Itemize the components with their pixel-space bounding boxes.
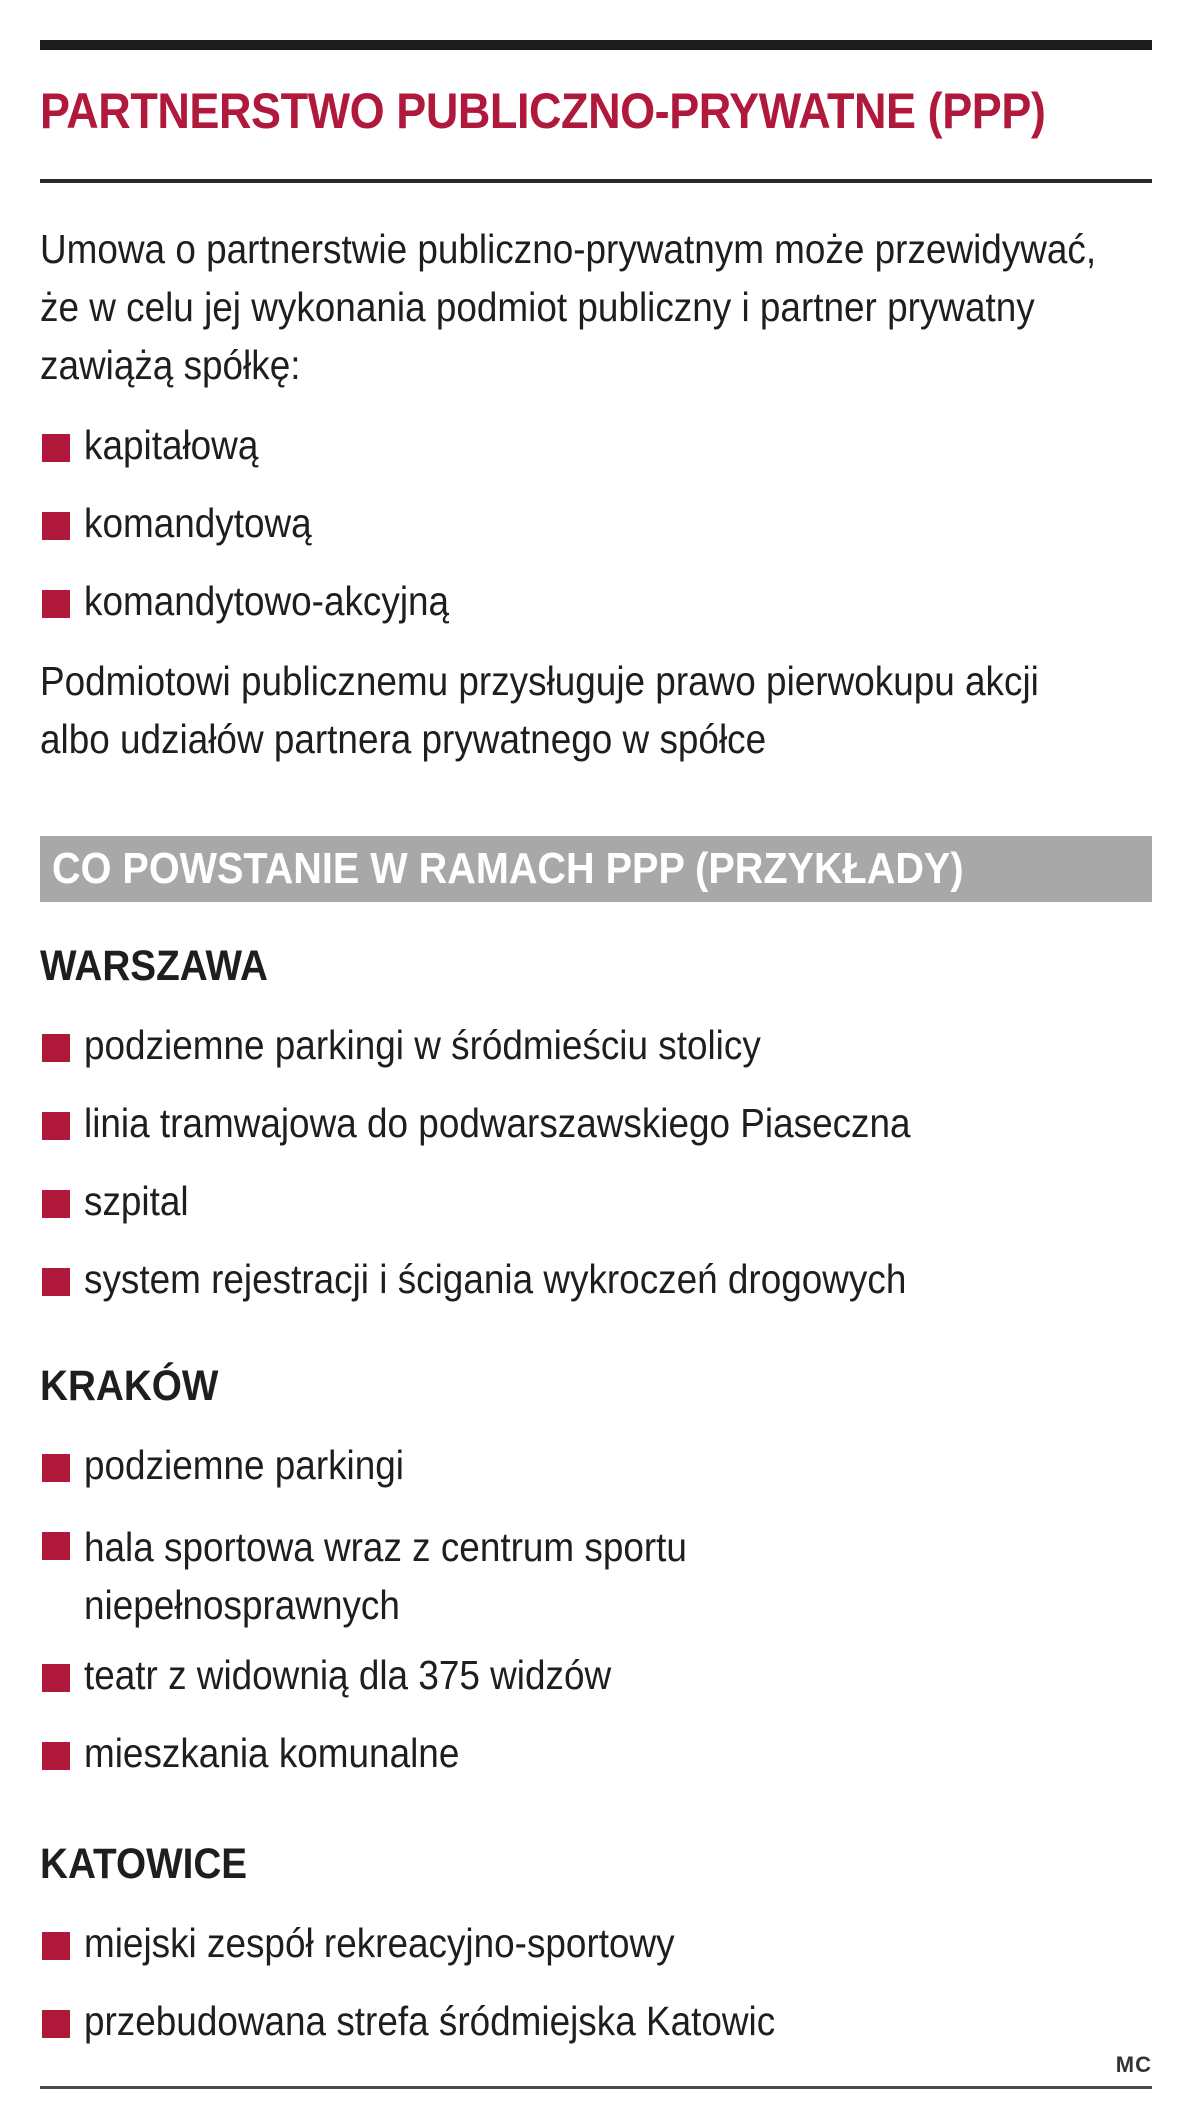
bullet-square-icon [42, 590, 70, 618]
bullet-square-icon [42, 512, 70, 540]
bullet-square-icon [42, 1268, 70, 1296]
list-item: szpital [40, 1176, 1002, 1226]
city-list-warszawa [40, 1020, 1002, 1304]
list-item: miejski zespół rekreacyjno-sportowy [40, 1918, 852, 1968]
bullet-square-icon [42, 1454, 70, 1482]
examples-heading-bar [40, 836, 1152, 902]
intro-text: Umowa o partnerstwie publiczno-prywatnym może przewidywać, że w celu jej wykonania podmiot publiczny i partner prywatny zawiążą spółkę: [40, 226, 1097, 388]
examples-heading: CO POWSTANIE W RAMACH PPP (PRZYKŁADY) [52, 844, 964, 893]
list-item: komandytowo-akcyjną [40, 576, 490, 626]
bullet-square-icon [42, 1742, 70, 1770]
bullet-square-icon [42, 1034, 70, 1062]
city-heading-warszawa: WARSZAWA [40, 942, 268, 990]
list-item: linia tramwajowa do podwarszawskiego Piaseczna [40, 1098, 1002, 1148]
bullet-square-icon [42, 1932, 70, 1960]
page-title: PARTNERSTWO PUBLICZNO-PRYWATNE (PPP) [40, 83, 1046, 139]
bullet-square-icon [42, 2010, 70, 2038]
city-list-katowice [40, 1918, 852, 2046]
list-item: hala sportowa wraz z centrum sportu niepełnosprawnych [40, 1518, 864, 1634]
list-item: podziemne parkingi w śródmieściu stolicy [40, 1020, 1002, 1070]
author-credit: MC [1115, 2052, 1152, 2077]
rights-text: Podmiotowi publicznemu przysługuje prawo pierwokupu akcji albo udziałów partnera prywatnego w spółce [40, 658, 1039, 762]
list-item: mieszkania komunalne [40, 1728, 864, 1778]
infographic [40, 0, 1152, 2117]
city-list-krakow [40, 1440, 864, 1778]
title-divider [40, 179, 1152, 183]
city-heading-katowice: KATOWICE [40, 1840, 248, 1888]
list-item: komandytową [40, 498, 490, 548]
list-item: system rejestracji i ścigania wykroczeń drogowych [40, 1254, 1002, 1304]
bullet-square-icon [42, 434, 70, 462]
list-item: podziemne parkingi [40, 1440, 864, 1490]
bullet-square-icon [42, 1190, 70, 1218]
top-rule [40, 40, 1152, 50]
list-item: przebudowana strefa śródmiejska Katowic [40, 1996, 852, 2046]
bullet-square-icon [42, 1664, 70, 1692]
bottom-rule [40, 2086, 1152, 2089]
list-item: teatr z widownią dla 375 widzów [40, 1650, 864, 1700]
city-heading-krakow: KRAKÓW [40, 1362, 219, 1410]
bullet-square-icon [42, 1112, 70, 1140]
company-type-list [40, 420, 490, 626]
list-item: kapitałową [40, 420, 490, 470]
bullet-square-icon [42, 1532, 70, 1560]
